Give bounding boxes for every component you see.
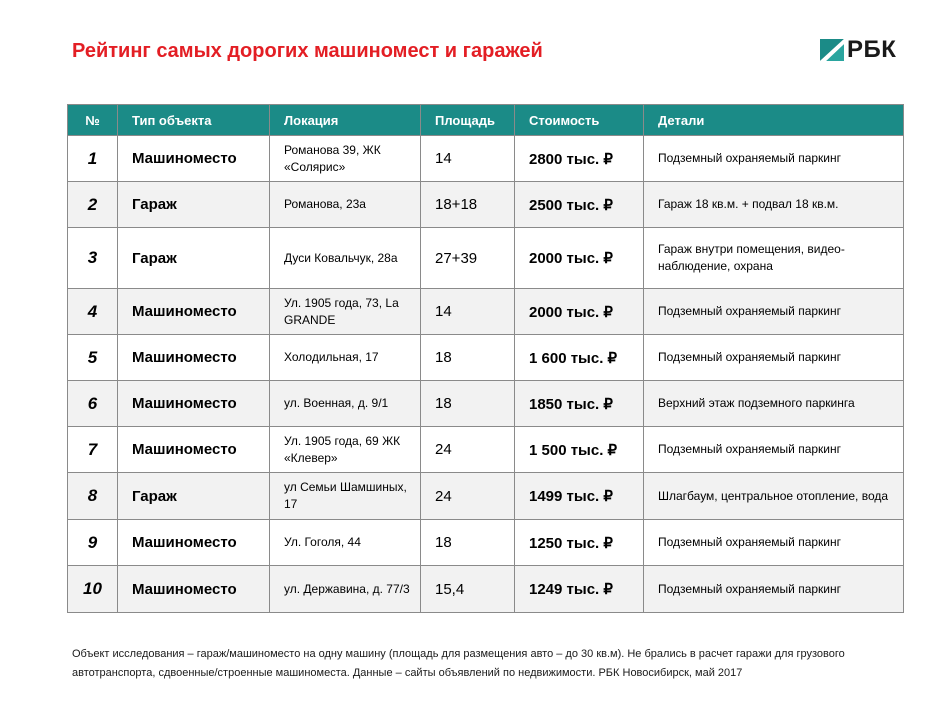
row-details: Подземный охраняемый паркинг: [644, 335, 904, 381]
row-price: 2800 тыс. ₽: [515, 136, 644, 182]
table-row: [68, 136, 904, 182]
row-price: 1250 тыс. ₽: [515, 520, 644, 566]
row-area: 18: [421, 381, 515, 427]
row-type: Гараж: [118, 182, 270, 228]
table-row: [68, 566, 904, 613]
row-number: 2: [68, 182, 118, 228]
row-area: 24: [421, 473, 515, 520]
header-type: Тип объекта: [118, 105, 270, 136]
row-type: Машиноместо: [118, 566, 270, 613]
row-number: 6: [68, 381, 118, 427]
row-details: Подземный охраняемый паркинг: [644, 289, 904, 335]
row-number: 5: [68, 335, 118, 381]
rating-table: [67, 104, 904, 613]
row-details: Гараж 18 кв.м. + подвал 18 кв.м.: [644, 182, 904, 228]
row-location: ул. Военная, д. 9/1: [270, 381, 421, 427]
row-price: 1 500 тыс. ₽: [515, 427, 644, 473]
row-price: 2500 тыс. ₽: [515, 182, 644, 228]
row-details: Гараж внутри помещения, видео-наблюдение, охрана: [644, 228, 904, 289]
row-area: 24: [421, 427, 515, 473]
row-details: Подземный охраняемый паркинг: [644, 566, 904, 613]
table-row: [68, 182, 904, 228]
row-details: Подземный охраняемый паркинг: [644, 520, 904, 566]
footnote: Объект исследования – гараж/машиноместо на одну машину (площадь для размещения авто – до 30 кв.м). Не брались в расчет гаражи для грузового автотранспорта, сдвоенные/строенные машиноместа. Данные – сайты объявлений по недвижимости. РБК Новосибирск, май 2017: [72, 648, 845, 679]
row-type: Машиноместо: [118, 136, 270, 182]
table-row: [68, 335, 904, 381]
row-number: 10: [68, 566, 118, 613]
row-number: 8: [68, 473, 118, 520]
row-price: 2000 тыс. ₽: [515, 289, 644, 335]
row-location: Романова 39, ЖК «Солярис»: [270, 136, 421, 182]
row-price: 2000 тыс. ₽: [515, 228, 644, 289]
row-type: Машиноместо: [118, 520, 270, 566]
table-row: [68, 520, 904, 566]
row-area: 14: [421, 289, 515, 335]
row-type: Гараж: [118, 473, 270, 520]
row-type: Машиноместо: [118, 381, 270, 427]
row-number: 9: [68, 520, 118, 566]
row-price: 1499 тыс. ₽: [515, 473, 644, 520]
table-header-row: [68, 105, 904, 136]
row-location: Ул. 1905 года, 73, La GRANDE: [270, 289, 421, 335]
row-location: ул Семьи Шамшиных, 17: [270, 473, 421, 520]
row-details: Подземный охраняемый паркинг: [644, 427, 904, 473]
header-area: Площадь: [421, 105, 515, 136]
row-number: 1: [68, 136, 118, 182]
table-row: [68, 289, 904, 335]
row-type: Машиноместо: [118, 335, 270, 381]
row-location: Холодильная, 17: [270, 335, 421, 381]
row-location: Романова, 23а: [270, 182, 421, 228]
table-row: [68, 228, 904, 289]
rbk-logo: [820, 38, 896, 62]
row-area: 18+18: [421, 182, 515, 228]
row-type: Машиноместо: [118, 427, 270, 473]
row-location: Дуси Ковальчук, 28а: [270, 228, 421, 289]
row-area: 27+39: [421, 228, 515, 289]
logo-text: РБК: [847, 36, 897, 63]
header-number: №: [68, 105, 118, 136]
row-price: 1249 тыс. ₽: [515, 566, 644, 613]
row-price: 1850 тыс. ₽: [515, 381, 644, 427]
table-row: [68, 473, 904, 520]
row-details: Верхний этаж подземного паркинга: [644, 381, 904, 427]
header-details: Детали: [644, 105, 904, 136]
row-type: Машиноместо: [118, 289, 270, 335]
row-location: Ул. 1905 года, 69 ЖК «Клевер»: [270, 427, 421, 473]
row-type: Гараж: [118, 228, 270, 289]
row-number: 3: [68, 228, 118, 289]
row-price: 1 600 тыс. ₽: [515, 335, 644, 381]
row-location: ул. Державина, д. 77/3: [270, 566, 421, 613]
table-row: [68, 381, 904, 427]
header-price: Стоимость: [515, 105, 644, 136]
row-details: Подземный охраняемый паркинг: [644, 136, 904, 182]
row-area: 18: [421, 520, 515, 566]
table-row: [68, 427, 904, 473]
row-number: 4: [68, 289, 118, 335]
rbk-logo-icon: [820, 39, 844, 61]
row-location: Ул. Гоголя, 44: [270, 520, 421, 566]
row-area: 18: [421, 335, 515, 381]
page-title: Рейтинг самых дорогих машиномест и гаражей: [72, 40, 543, 62]
row-number: 7: [68, 427, 118, 473]
row-details: Шлагбаум, центральное отопление, вода: [644, 473, 904, 520]
row-area: 14: [421, 136, 515, 182]
header-location: Локация: [270, 105, 421, 136]
row-area: 15,4: [421, 566, 515, 613]
